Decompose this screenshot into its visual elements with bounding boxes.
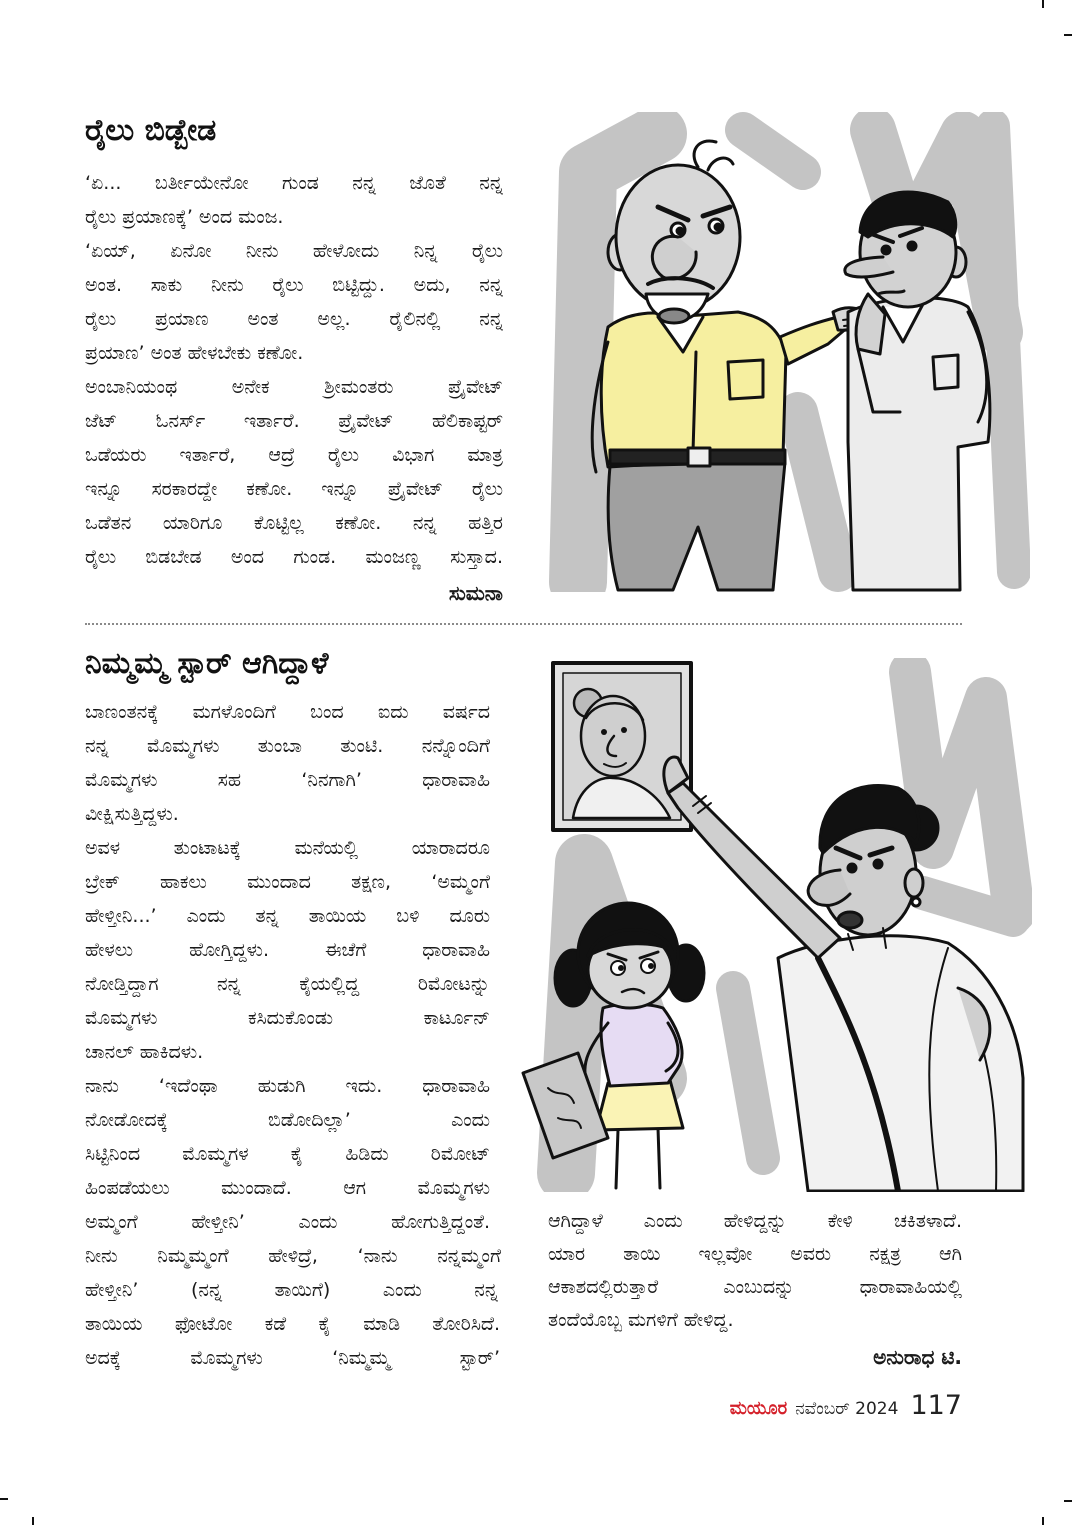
article2-line: ಮೊಮ್ಮಗಳು ಸಹ ‘ನಿನಗಾಗಿ’ ಧಾರಾವಾಹಿ bbox=[85, 769, 490, 791]
article2-body-right bbox=[548, 1205, 962, 1337]
article2-line: ತಂದೆಯೊಬ್ಬ ಮಗಳಿಗೆ ಹೇಳಿದ್ದ. bbox=[548, 1309, 734, 1331]
article-separator bbox=[85, 623, 962, 625]
woman-in-saree bbox=[664, 757, 1023, 1191]
article1-line: ಜೆಟ್ ಓನರ್ಸ್ ಇರ್ತಾರೆ. ಪ್ರೈವೇಟ್ ಹೆಲಿಕಾಪ್ಟರ್ bbox=[85, 410, 503, 432]
article1-line: ಇನ್ನೂ ಸರಕಾರದ್ದೇ ಕಣೋ. ಇನ್ನೂ ಪ್ರೈವೇಟ್ ರೈಲು bbox=[85, 478, 503, 500]
article2-line: ಹೇಳ್ತೀನಿ’ (ನನ್ನ ತಾಯಿಗೆ) ಎಂದು ನನ್ನ bbox=[85, 1279, 498, 1301]
article2-line: ಹಿಂಪಡೆಯಲು ಮುಂದಾದೆ. ಆಗ ಮೊಮ್ಮಗಳು bbox=[85, 1177, 490, 1199]
article2-author: ಅನುರಾಧ ಟಿ. bbox=[873, 1345, 962, 1369]
article1-line: ಒಡೆತನ ಯಾರಿಗೂ ಕೊಟ್ಟಿಲ್ಲ ಕಣೋ. ನನ್ನ ಹತ್ತಿರ bbox=[85, 512, 503, 534]
magazine-name: ಮಯೂರ bbox=[729, 1398, 788, 1419]
article1-line: ಅಂತ. ಸಾಕು ನೀನು ರೈಲು ಬಿಟ್ಟಿದ್ದು. ಅದು, ನನ್ನ bbox=[85, 274, 503, 296]
article2-line: ಬ್ರೇಕ್ ಹಾಕಲು ಮುಂದಾದ ತಕ್ಷಣ, ‘ಅಮ್ಮಂಗೆ bbox=[85, 871, 490, 893]
crop-mark bbox=[1064, 1500, 1072, 1502]
article2-line: ವೀಕ್ಷಿಸುತ್ತಿದ್ದಳು. bbox=[85, 803, 179, 825]
article1-title: ರೈಲು ಬಿಡ್ಬೇಡ bbox=[85, 113, 217, 148]
article2-line: ನೋಡ್ತಿದ್ದಾಗ ನನ್ನ ಕೈಯಲ್ಲಿದ್ದ ರಿಮೋಟನ್ನು bbox=[85, 973, 490, 995]
article2-line: ನನ್ನ ಮೊಮ್ಮಗಳು ತುಂಬಾ ತುಂಟಿ. ನನ್ನೊಂದಿಗೆ bbox=[85, 735, 490, 757]
article2-line: ಹೇಳಲು ಹೋಗ್ತಿದ್ದಳು. ಈಚೆಗೆ ಧಾರಾವಾಹಿ bbox=[85, 939, 490, 961]
article1-line: ಪ್ರಯಾಣ’ ಅಂತ ಹೇಳಬೇಕು ಕಣೋ. bbox=[85, 342, 304, 364]
article2-line: ಹೇಳ್ತೀನಿ...’ ಎಂದು ತನ್ನ ತಾಯಿಯ ಬಳಿ ದೂರು bbox=[85, 905, 490, 927]
article1-line: ‘ಏಯ್, ಏನೋ ನೀನು ಹೇಳೋದು ನಿನ್ನ ರೈಲು bbox=[85, 240, 503, 262]
article2-line: ಚಾನಲ್ ಹಾಕಿದಳು. bbox=[85, 1041, 204, 1063]
article1-line: ರೈಲು ಬಿಡಬೇಡ ಅಂದ ಗುಂಡ. ಮಂಜಣ್ಣ ಸುಸ್ತಾದ. bbox=[85, 546, 503, 568]
article2-line: ಸಿಟ್ಟಿನಿಂದ ಮೊಮ್ಮಗಳ ಕೈ ಹಿಡಿದು ರಿಮೋಟ್ bbox=[85, 1143, 490, 1165]
crop-mark bbox=[1042, 1517, 1044, 1525]
article1-line: ಅಂಬಾನಿಯಂಥ ಅನೇಕ ಶ್ರೀಮಂತರು ಪ್ರೈವೇಟ್ bbox=[85, 376, 503, 398]
article1-author: ಸುಮನಾ bbox=[448, 581, 503, 605]
crop-mark bbox=[0, 1498, 8, 1500]
article2-line: ಅಮ್ಮಂಗೆ ಹೇಳ್ತೀನಿ’ ಎಂದು ಹೋಗುತ್ತಿದ್ದಂತೆ. bbox=[85, 1211, 490, 1233]
crop-mark bbox=[32, 1517, 34, 1525]
page-number: 117 bbox=[910, 1390, 962, 1421]
framed-photo-old-woman bbox=[553, 663, 691, 830]
article1-line: ಒಡೆಯರು ಇರ್ತಾರೆ, ಆದ್ರೆ ರೈಲು ವಿಭಾಗ ಮಾತ್ರ bbox=[85, 444, 503, 466]
page-footer bbox=[730, 1390, 962, 1426]
article2-line: ಅದಕ್ಕೆ ಮೊಮ್ಮಗಳು ‘ನಿಮ್ಮಮ್ಮ ಸ್ಟಾರ್’ bbox=[85, 1347, 500, 1369]
article2-line: ನೀನು ನಿಮ್ಮಮ್ಮಂಗೆ ಹೇಳಿದ್ರೆ, ‘ನಾನು ನನ್ನಮ್ಮಂಗೆ bbox=[85, 1245, 501, 1267]
article2-title: ನಿಮ್ಮಮ್ಮ ಸ್ಟಾರ್ ಆಗಿದ್ದಾಳೆ bbox=[85, 646, 329, 681]
illustration-two-men bbox=[548, 112, 1030, 592]
article1-body bbox=[85, 166, 503, 574]
article1-line: ರೈಲು ಪ್ರಯಾಣ ಅಂತ ಅಲ್ಲ. ರೈಲಿನಲ್ಲಿ ನನ್ನ bbox=[85, 308, 503, 330]
article2-line: ನಾನು ‘ಇದೆಂಥಾ ಹುಡುಗಿ ಇದು. ಧಾರಾವಾಹಿ bbox=[85, 1075, 490, 1097]
article2-line: ನೋಡೋದಕ್ಕೆ ಬಿಡೋದಿಲ್ಲಾ’ ಎಂದು bbox=[85, 1109, 490, 1131]
article2-line: ಆಕಾಶದಲ್ಲಿರುತ್ತಾರೆ ಎಂಬುದನ್ನು ಧಾರಾವಾಹಿಯಲ್ಲಿ bbox=[548, 1276, 962, 1298]
crop-mark bbox=[1042, 0, 1044, 8]
article2-line: ಮೊಮ್ಮಗಳು ಕಸಿದುಕೊಂಡು ಕಾರ್ಟೂನ್ bbox=[85, 1007, 490, 1029]
crop-mark bbox=[1064, 34, 1072, 36]
article2-line: ತಾಯಿಯ ಫೋಟೋ ಕಡೆ ಕೈ ಮಾಡಿ ತೋರಿಸಿದೆ. bbox=[85, 1313, 500, 1335]
article2-body-left bbox=[85, 695, 501, 1375]
article2-line: ಆಗಿದ್ದಾಳೆ ಎಂದು ಹೇಳಿದ್ದನ್ನು ಕೇಳಿ ಚಕಿತಳಾದೆ. bbox=[548, 1210, 962, 1232]
article2-line: ಬಾಣಂತನಕ್ಕೆ ಮಗಳೊಂದಿಗೆ ಬಂದ ಐದು ವರ್ಷದ bbox=[85, 701, 490, 723]
article2-line: ಅವಳ ತುಂಟಾಟಕ್ಕೆ ಮನೆಯಲ್ಲಿ ಯಾರಾದರೂ bbox=[85, 837, 490, 859]
issue-date: ನವೆಂಬರ್ 2024 bbox=[795, 1399, 899, 1419]
article1-line: ರೈಲು ಪ್ರಯಾಣಕ್ಕೆ’ ಅಂದ ಮಂಜ. bbox=[85, 206, 284, 228]
article1-line: ‘ಏ... ಬರ್ತೀಯೇನೋ ಗುಂಡ ನನ್ನ ಜೊತೆ ನನ್ನ bbox=[85, 172, 503, 194]
article2-line: ಯಾರ ತಾಯಿ ಇಲ್ಲವೋ ಅವರು ನಕ್ಷತ್ರ ಆಗಿ bbox=[548, 1243, 962, 1265]
illustration-grandmother-girl bbox=[518, 658, 1032, 1192]
